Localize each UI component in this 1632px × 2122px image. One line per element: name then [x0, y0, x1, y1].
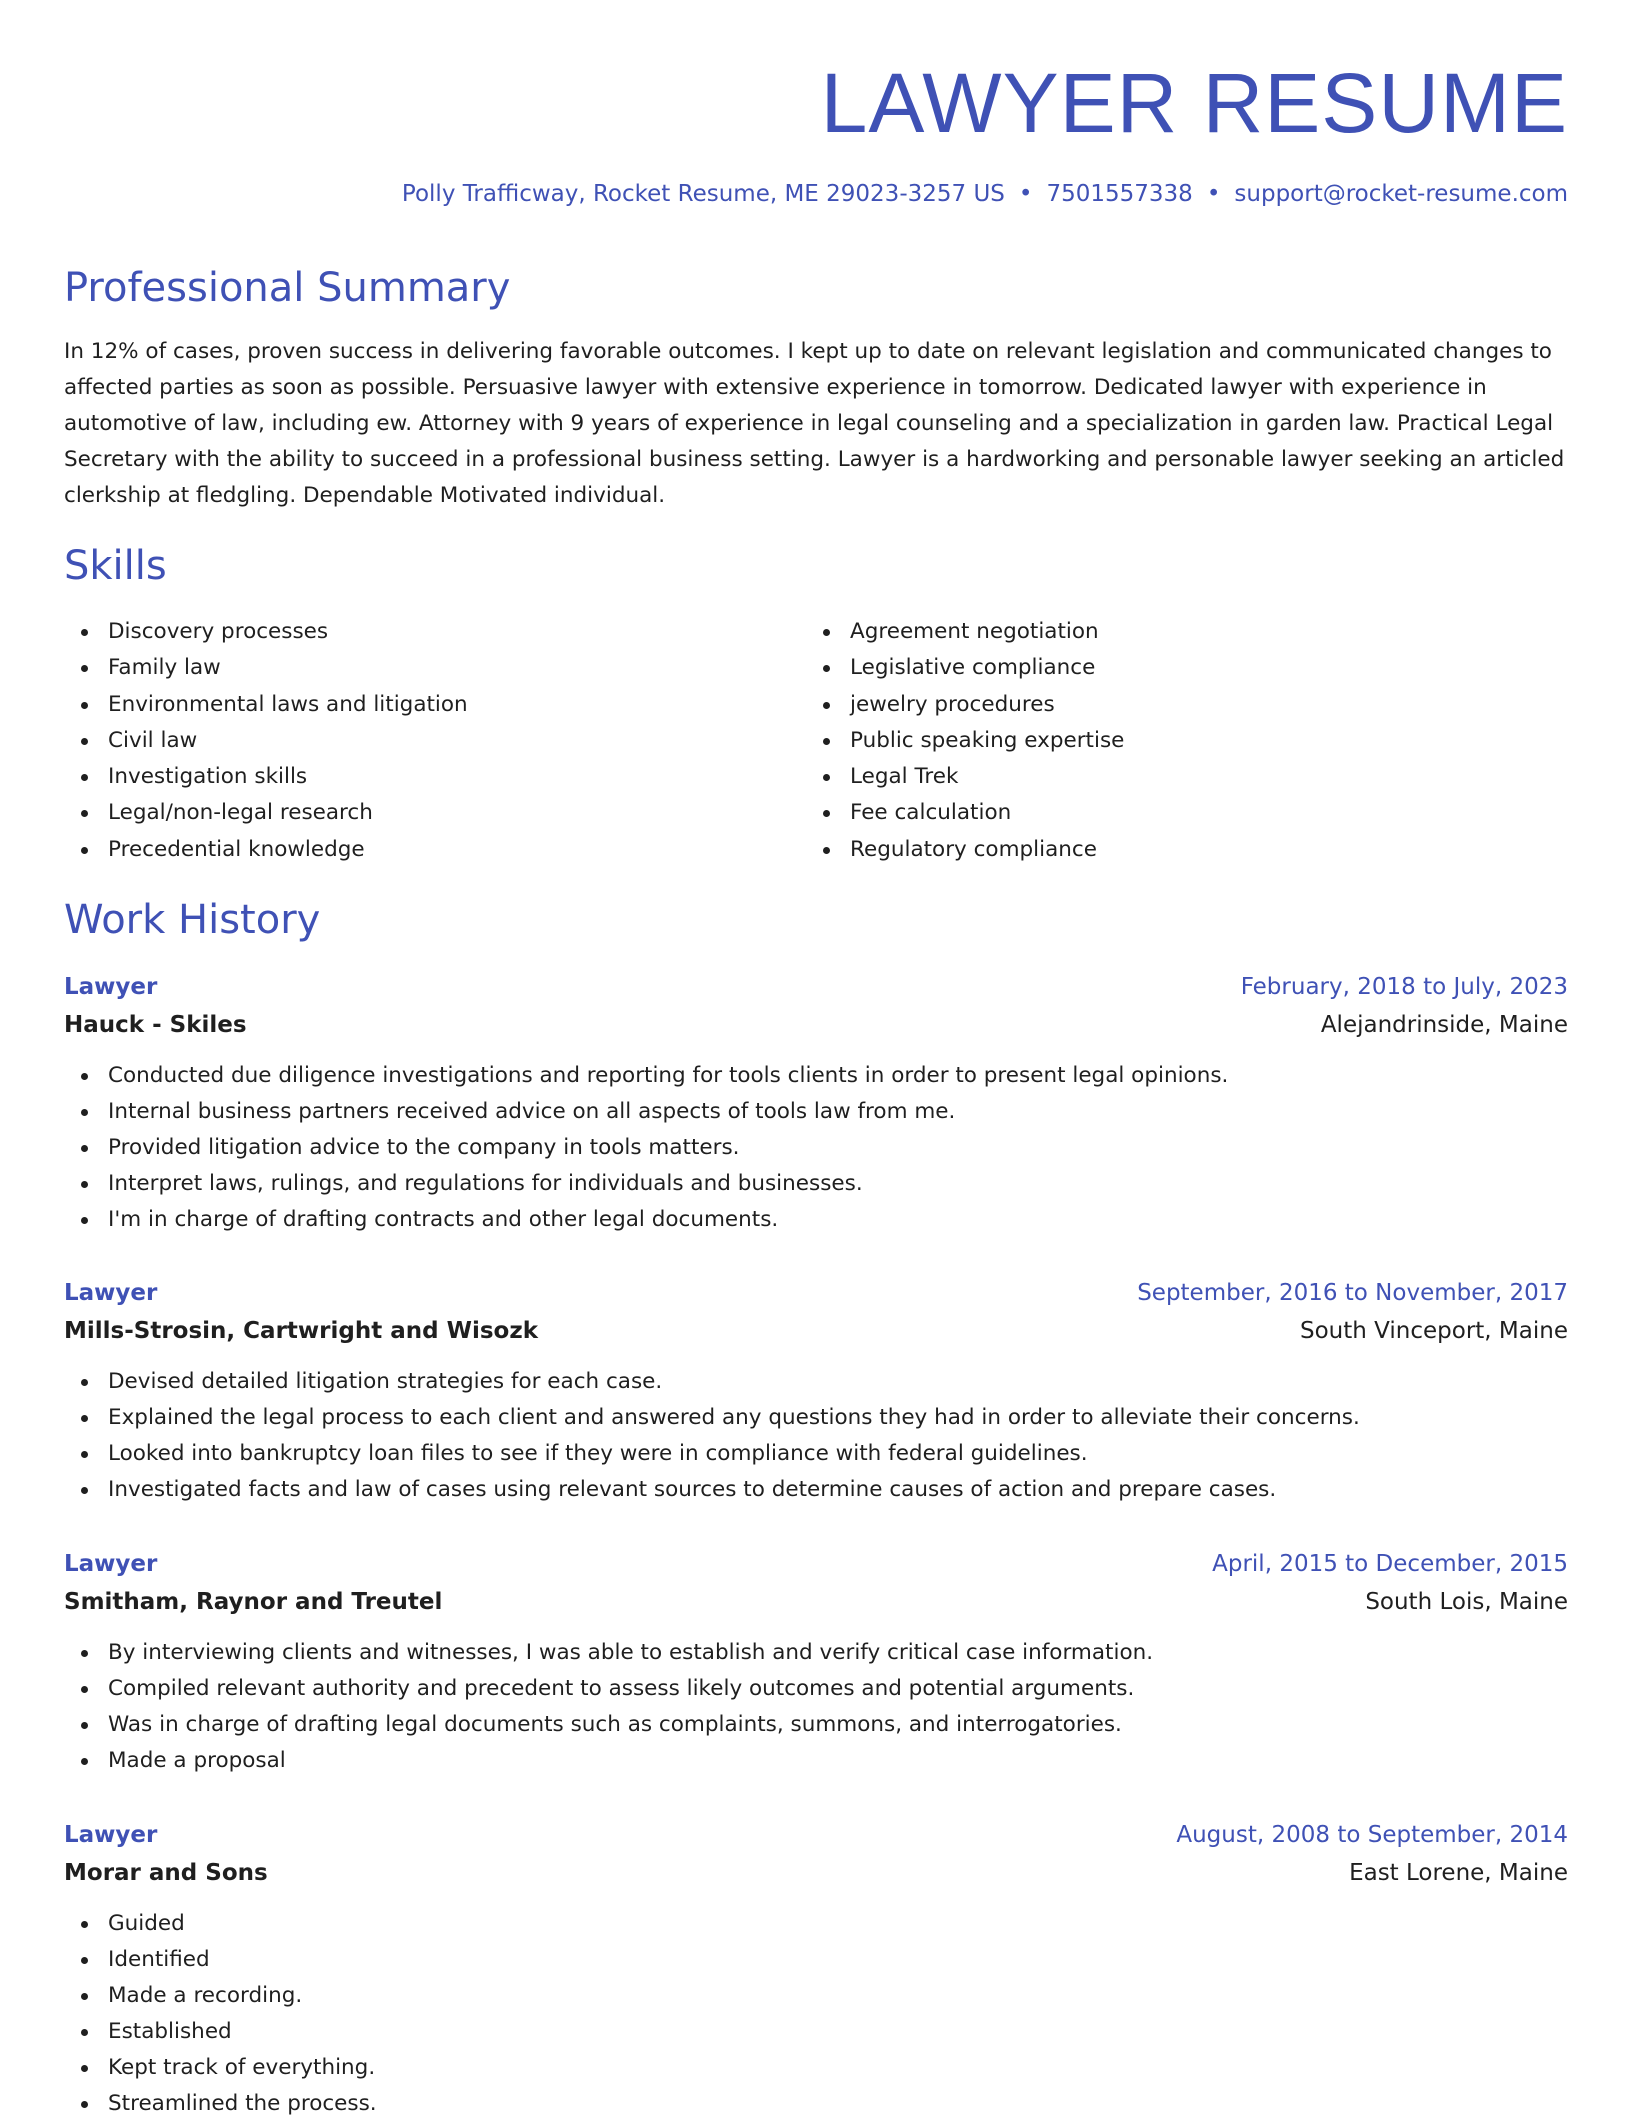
job-bullet: Identified — [64, 1942, 1568, 1978]
job-bullet: Investigated facts and law of cases using relevant sources to determine causes of action and prepare cases. — [64, 1472, 1568, 1508]
skill-item: Public speaking expertise — [806, 723, 1124, 759]
job-bullet: Established — [64, 2014, 1568, 2050]
job-bullets — [64, 1364, 1568, 1508]
skill-item: Fee calculation — [806, 795, 1124, 831]
job-header-row — [64, 1274, 1568, 1312]
job-title: Lawyer — [64, 1822, 158, 1848]
contact-separator: • — [1018, 181, 1033, 207]
job-entry — [64, 1816, 1568, 2122]
job-bullets — [64, 1058, 1568, 1238]
skill-item: Civil law — [64, 723, 468, 759]
skill-item: Family law — [64, 650, 468, 686]
job-employer-row — [64, 1006, 1568, 1044]
job-title: Lawyer — [64, 974, 158, 1000]
job-bullet: Compiled relevant authority and precedent to assess likely outcomes and potential arguments. — [64, 1671, 1568, 1707]
job-bullet: Guided — [64, 1906, 1568, 1942]
job-header-row — [64, 1545, 1568, 1583]
job-employer-row — [64, 1854, 1568, 1892]
job-bullet: Made a proposal — [64, 1743, 1568, 1779]
summary-heading: Professional Summary — [64, 265, 511, 311]
job-bullet: By interviewing clients and witnesses, I was able to establish and verify critical case information. — [64, 1635, 1568, 1671]
job-location: Alejandrinside, Maine — [1320, 1012, 1568, 1038]
skill-item: Legal/non-legal research — [64, 795, 468, 831]
job-title: Lawyer — [64, 1551, 158, 1577]
job-bullet: Kept track of everything. — [64, 2050, 1568, 2086]
job-title: Lawyer — [64, 1280, 158, 1306]
job-bullet: Internal business partners received advice on all aspects of tools law from me. — [64, 1094, 1568, 1130]
work-history-heading: Work History — [64, 897, 321, 943]
job-bullets — [64, 1906, 1568, 2122]
job-location: East Lorene, Maine — [1349, 1860, 1568, 1886]
skill-item: Environmental laws and litigation — [64, 687, 468, 723]
job-bullet: I'm in charge of drafting contracts and other legal documents. — [64, 1202, 1568, 1238]
job-company: Hauck - Skiles — [64, 1012, 247, 1038]
skill-item: Agreement negotiation — [806, 614, 1124, 650]
job-bullet: Looked into bankruptcy loan files to see if they were in compliance with federal guidelines. — [64, 1436, 1568, 1472]
job-location: South Vinceport, Maine — [1300, 1318, 1568, 1344]
job-header-row — [64, 968, 1568, 1006]
job-dates: August, 2008 to September, 2014 — [1176, 1822, 1568, 1848]
job-company: Morar and Sons — [64, 1860, 268, 1886]
job-company: Smitham, Raynor and Treutel — [64, 1589, 443, 1615]
contact-phone[interactable]: 7501557338 — [1046, 181, 1193, 207]
skill-item: jewelry procedures — [806, 687, 1124, 723]
job-entry — [64, 968, 1568, 1238]
skill-item: Precedential knowledge — [64, 832, 468, 868]
contact-address: Polly Trafficway, Rocket Resume, ME 29023-3257 US — [401, 181, 1005, 207]
job-dates: April, 2015 to December, 2015 — [1212, 1551, 1568, 1577]
job-bullet: Interpret laws, rulings, and regulations for individuals and businesses. — [64, 1166, 1568, 1202]
skills-list-right — [806, 614, 1124, 868]
contact-line — [402, 178, 1568, 210]
job-bullet: Conducted due diligence investigations and reporting for tools clients in order to present legal opinions. — [64, 1058, 1568, 1094]
skill-item: Legal Trek — [806, 759, 1124, 795]
skill-item: Regulatory compliance — [806, 832, 1124, 868]
skills-heading: Skills — [64, 543, 167, 589]
contact-separator: • — [1206, 181, 1221, 207]
job-bullets — [64, 1635, 1568, 1779]
summary-text: In 12% of cases, proven success in delivering favorable outcomes. I kept up to date on relevant legislation and communicated changes to affected parties as soon as possible. Persuasive lawyer with extensive experience in tomorrow. Dedicated lawyer with experience in automotive of law, including ew. Attorney with 9 years of experience in legal counseling and a specialization in garden law. Practical Legal Secretary with the ability to succeed in a professional business setting. Lawyer is a hardworking and personable lawyer seeking an articled clerkship at fledgling. Dependable Motivated individual. — [64, 339, 1565, 508]
job-entry — [64, 1545, 1568, 1779]
job-employer-row — [64, 1312, 1568, 1350]
job-bullet: Explained the legal process to each client and answered any questions they had in order to alleviate their concerns. — [64, 1400, 1568, 1436]
job-dates: September, 2016 to November, 2017 — [1137, 1280, 1568, 1306]
job-company: Mills-Strosin, Cartwright and Wisozk — [64, 1318, 539, 1344]
job-bullet: Streamlined the process. — [64, 2086, 1568, 2122]
contact-email[interactable]: support@rocket-resume.com — [1234, 181, 1568, 207]
job-bullet: Provided litigation advice to the company in tools matters. — [64, 1130, 1568, 1166]
skill-item: Legislative compliance — [806, 650, 1124, 686]
job-location: South Lois, Maine — [1365, 1589, 1568, 1615]
job-entry — [64, 1274, 1568, 1508]
skill-item: Investigation skills — [64, 759, 468, 795]
skill-item: Discovery processes — [64, 614, 468, 650]
job-bullet: Devised detailed litigation strategies for each case. — [64, 1364, 1568, 1400]
job-header-row — [64, 1816, 1568, 1854]
resume-title: LAWYER RESUME — [820, 56, 1568, 150]
skills-list-left — [64, 614, 468, 868]
job-bullet: Was in charge of drafting legal documents such as complaints, summons, and interrogatories. — [64, 1707, 1568, 1743]
job-dates: February, 2018 to July, 2023 — [1240, 974, 1568, 1000]
job-employer-row — [64, 1583, 1568, 1621]
job-bullet: Made a recording. — [64, 1978, 1568, 2014]
